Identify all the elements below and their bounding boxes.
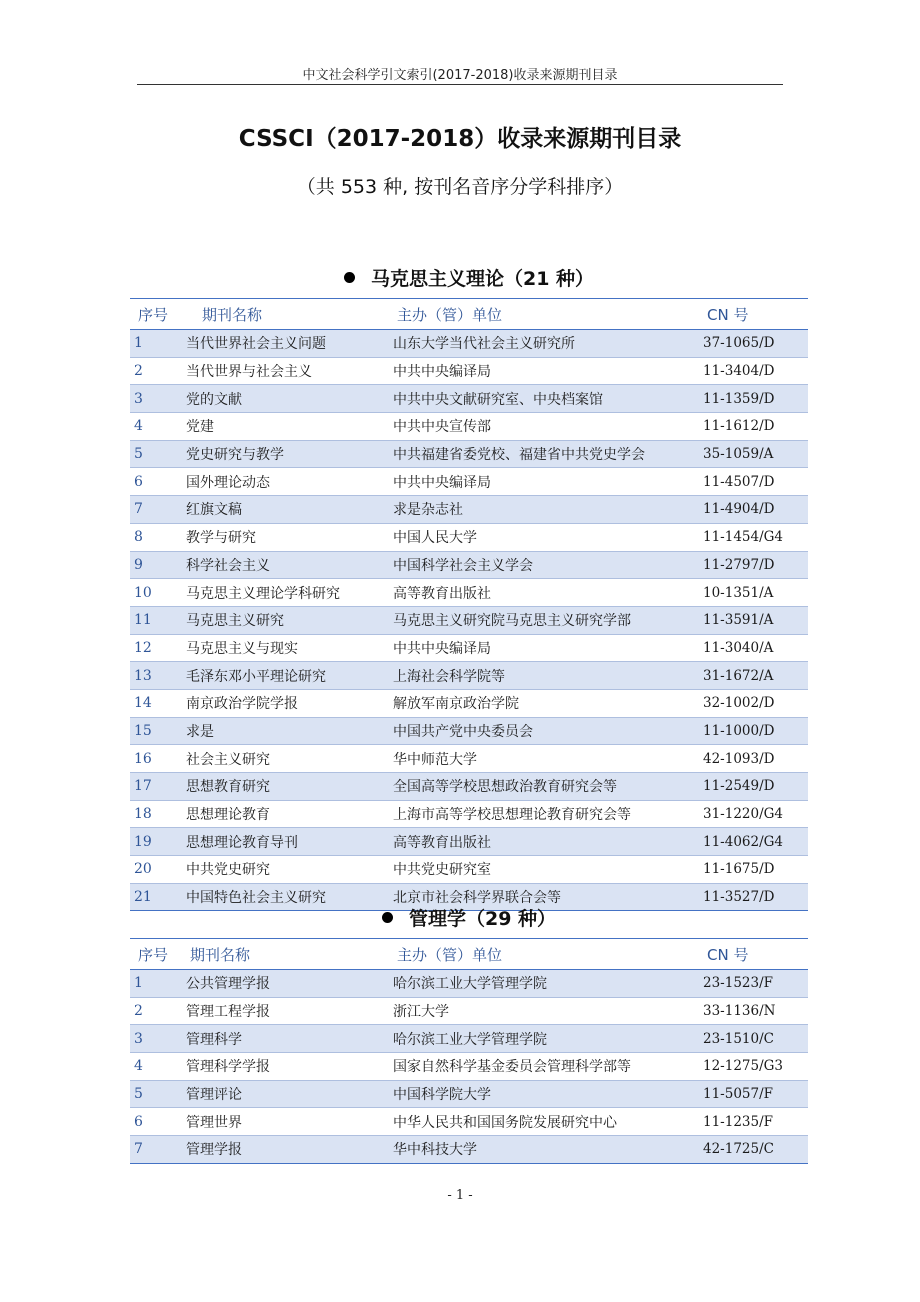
cell-journal-name: 马克思主义与现实 (186, 640, 298, 657)
cell-sponsor: 北京市社会科学界联合会等 (389, 883, 699, 911)
table-row (130, 385, 808, 413)
cell-sponsor: 马克思主义研究院马克思主义研究学部 (389, 606, 699, 634)
header-rule (137, 84, 783, 85)
cell-cn-number: 33-1136/N (703, 1003, 776, 1020)
cell-journal-name: 红旗文稿 (182, 496, 389, 524)
cell-cn-number: 11-3527/D (699, 883, 808, 911)
cell-no: 11 (130, 606, 182, 634)
cell-sponsor: 解放军南京政治学院 (393, 696, 519, 713)
cell-sponsor: 国家自然科学基金委员会管理科学部等 (393, 1059, 631, 1076)
cell-sponsor: 高等教育出版社 (389, 828, 699, 856)
cell-no: 17 (130, 773, 182, 801)
cell-no: 19 (130, 828, 182, 856)
cell-cn-number: 11-2797/D (699, 551, 808, 579)
cell-sponsor: 中国科学社会主义学会 (389, 551, 699, 579)
cell-no: 18 (134, 806, 152, 823)
cell-cn-number: 31-1672/A (699, 662, 808, 690)
cell-journal-name: 管理世界 (186, 1114, 242, 1131)
cell-sponsor: 上海社会科学院等 (389, 662, 699, 690)
table-row (130, 1080, 808, 1108)
section-heading (130, 264, 808, 298)
cell-sponsor: 中共党史研究室 (393, 862, 491, 879)
cell-cn-number: 11-3040/A (703, 639, 774, 656)
cell-no: 1 (130, 970, 182, 998)
cell-journal-name: 管理工程学报 (186, 1004, 270, 1021)
table-row (130, 330, 808, 358)
column-header-no: 序号 (130, 299, 182, 330)
cell-cn-number: 42-1725/C (699, 1136, 808, 1164)
column-header-name: 期刊名称 (182, 939, 389, 970)
cell-no: 7 (130, 1136, 182, 1164)
cell-no: 6 (134, 1113, 143, 1130)
page-number: - 1 - (447, 1188, 473, 1203)
cell-cn-number: 11-1454/G4 (703, 529, 784, 546)
column-header-no: 序号 (130, 939, 182, 970)
section-heading-text: 管理学（29 种） (408, 908, 557, 930)
table-row (130, 689, 808, 717)
document-subtitle: （共 553 种, 按刊名音序分学科排序） (296, 176, 624, 198)
table-row (130, 1053, 808, 1081)
cell-journal-name: 管理科学学报 (186, 1059, 270, 1076)
cell-journal-name: 党史研究与教学 (182, 440, 389, 468)
cell-cn-number: 11-5057/F (699, 1080, 808, 1108)
table-row (130, 440, 808, 468)
bullet-icon (344, 272, 355, 283)
cell-journal-name: 思想理论教育 (186, 807, 270, 824)
cell-no: 14 (134, 695, 152, 712)
cell-sponsor: 中共中央宣传部 (393, 419, 491, 436)
cell-sponsor: 哈尔滨工业大学管理学院 (389, 1025, 699, 1053)
cell-sponsor: 浙江大学 (393, 1004, 449, 1021)
cell-cn-number: 10-1351/A (703, 584, 774, 601)
cell-no: 13 (130, 662, 182, 690)
table-row (130, 413, 808, 441)
cell-sponsor: 中共中央文献研究室、中央档案馆 (389, 385, 699, 413)
table-header-row (130, 299, 808, 330)
section-marxism (130, 264, 808, 911)
cell-no: 21 (130, 883, 182, 911)
table-row (130, 357, 808, 385)
cell-cn-number: 11-3404/D (703, 363, 775, 380)
cell-no: 3 (130, 1025, 182, 1053)
cell-cn-number: 37-1065/D (699, 330, 808, 358)
cell-sponsor: 华中科技大学 (389, 1136, 699, 1164)
cell-cn-number: 11-2549/D (699, 773, 808, 801)
cell-sponsor: 中共福建省委党校、福建省中共党史学会 (389, 440, 699, 468)
cell-cn-number: 23-1510/C (699, 1025, 808, 1053)
cell-no: 8 (134, 529, 143, 546)
column-header-cn: CN 号 (699, 939, 808, 970)
cell-sponsor: 中华人民共和国国务院发展研究中心 (393, 1114, 617, 1131)
running-header: 中文社会科学引文索引(2017-2018)收录来源期刊目录 (302, 68, 618, 83)
cell-no: 1 (130, 330, 182, 358)
cell-journal-name: 管理评论 (182, 1080, 389, 1108)
cell-no: 4 (134, 418, 143, 435)
cell-sponsor: 中共中央编译局 (393, 474, 491, 491)
table-row (130, 634, 808, 662)
cell-no: 6 (134, 473, 143, 490)
cell-cn-number: 11-1000/D (699, 717, 808, 745)
cell-sponsor: 全国高等学校思想政治教育研究会等 (389, 773, 699, 801)
cell-no: 5 (130, 440, 182, 468)
cell-journal-name: 毛泽东邓小平理论研究 (182, 662, 389, 690)
column-header-cn: CN 号 (699, 299, 808, 330)
cell-sponsor: 中共中央编译局 (393, 364, 491, 381)
cell-sponsor: 求是杂志社 (389, 496, 699, 524)
cell-no: 9 (130, 551, 182, 579)
cell-sponsor: 哈尔滨工业大学管理学院 (389, 970, 699, 998)
cell-no: 10 (134, 584, 152, 601)
journal-table (130, 938, 808, 1164)
cell-journal-name: 求是 (182, 717, 389, 745)
cell-cn-number: 11-3591/A (699, 606, 808, 634)
cell-no: 15 (130, 717, 182, 745)
table-row (130, 496, 808, 524)
cell-journal-name: 思想教育研究 (182, 773, 389, 801)
table-row (130, 1108, 808, 1136)
cell-journal-name: 当代世界社会主义问题 (182, 330, 389, 358)
table-row (130, 579, 808, 607)
table-row (130, 1136, 808, 1164)
journal-table (130, 298, 808, 911)
cell-journal-name: 中国特色社会主义研究 (182, 883, 389, 911)
document-title: CSSCI（2017-2018）收录来源期刊目录 (238, 126, 682, 152)
cell-sponsor: 高等教育出版社 (393, 585, 491, 602)
column-header-sponsor: 主办（管）单位 (389, 939, 699, 970)
cell-cn-number: 35-1059/A (699, 440, 808, 468)
cell-cn-number: 11-1612/D (703, 418, 775, 435)
column-header-name: 期刊名称 (182, 299, 389, 330)
table-row (130, 1025, 808, 1053)
cell-sponsor: 中国共产党中央委员会 (389, 717, 699, 745)
cell-sponsor: 中国人民大学 (393, 530, 477, 547)
bullet-icon (382, 912, 393, 923)
cell-sponsor: 中共中央编译局 (393, 640, 491, 657)
cell-no: 2 (134, 1003, 143, 1020)
cell-cn-number: 11-1235/F (703, 1113, 774, 1130)
cell-journal-name: 管理科学 (182, 1025, 389, 1053)
cell-journal-name: 教学与研究 (186, 530, 256, 547)
cell-journal-name: 党的文献 (182, 385, 389, 413)
cell-journal-name: 科学社会主义 (182, 551, 389, 579)
table-row (130, 997, 808, 1025)
table-row (130, 800, 808, 828)
cell-cn-number: 31-1220/G4 (703, 806, 784, 823)
cell-journal-name: 国外理论动态 (186, 474, 270, 491)
cell-cn-number: 12-1275/G3 (703, 1058, 784, 1075)
cell-no: 16 (134, 750, 152, 767)
cell-sponsor: 上海市高等学校思想理论教育研究会等 (393, 807, 631, 824)
table-row (130, 856, 808, 884)
section-heading-text: 马克思主义理论（21 种） (370, 268, 595, 290)
cell-journal-name: 社会主义研究 (186, 751, 270, 768)
cell-no: 7 (130, 496, 182, 524)
table-row (130, 468, 808, 496)
cell-journal-name: 马克思主义研究 (182, 606, 389, 634)
cell-cn-number: 42-1093/D (703, 750, 775, 767)
table-row (130, 523, 808, 551)
cell-sponsor: 中国科学院大学 (389, 1080, 699, 1108)
cell-journal-name: 公共管理学报 (182, 970, 389, 998)
cell-journal-name: 马克思主义理论学科研究 (186, 585, 340, 602)
column-header-sponsor: 主办（管）单位 (389, 299, 699, 330)
table-row (130, 662, 808, 690)
cell-cn-number: 11-4507/D (703, 473, 775, 490)
cell-no: 12 (134, 639, 152, 656)
cell-sponsor: 华中师范大学 (393, 751, 477, 768)
section-management (130, 904, 808, 1164)
cell-sponsor: 山东大学当代社会主义研究所 (389, 330, 699, 358)
cell-cn-number: 11-1675/D (703, 861, 775, 878)
cell-cn-number: 11-4904/D (699, 496, 808, 524)
cell-no: 20 (134, 861, 152, 878)
cell-cn-number: 11-4062/G4 (699, 828, 808, 856)
cell-journal-name: 管理学报 (182, 1136, 389, 1164)
cell-no: 2 (134, 363, 143, 380)
table-row (130, 970, 808, 998)
table-row (130, 551, 808, 579)
table-row (130, 606, 808, 634)
table-header-row (130, 939, 808, 970)
cell-cn-number: 23-1523/F (699, 970, 808, 998)
cell-no: 3 (130, 385, 182, 413)
cell-cn-number: 32-1002/D (703, 695, 775, 712)
table-row (130, 828, 808, 856)
section-heading (130, 904, 808, 938)
cell-cn-number: 11-1359/D (699, 385, 808, 413)
cell-journal-name: 思想理论教育导刊 (182, 828, 389, 856)
table-row (130, 745, 808, 773)
table-row (130, 717, 808, 745)
cell-journal-name: 党建 (186, 419, 214, 436)
cell-no: 5 (130, 1080, 182, 1108)
cell-journal-name: 南京政治学院学报 (186, 696, 298, 713)
cell-journal-name: 当代世界与社会主义 (186, 364, 312, 381)
cell-journal-name: 中共党史研究 (186, 862, 270, 879)
table-row (130, 773, 808, 801)
cell-no: 4 (134, 1058, 143, 1075)
